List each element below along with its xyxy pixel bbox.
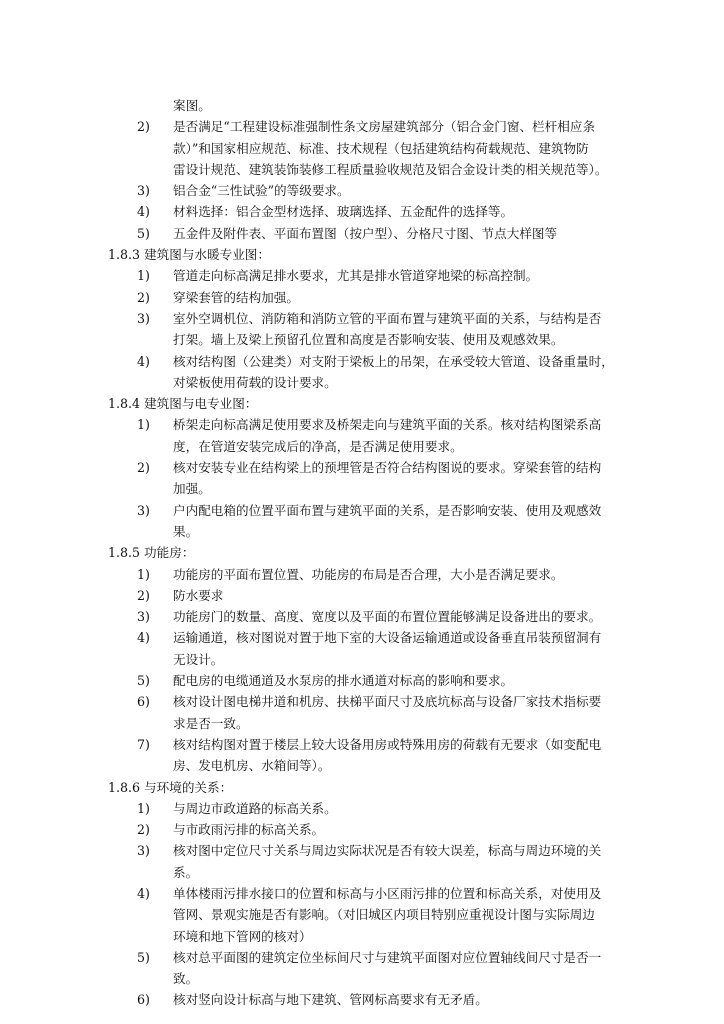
list-item-number: 5) (137, 673, 150, 689)
list-item (108, 585, 628, 606)
list-item-number: 4) (137, 630, 150, 646)
list-item (108, 116, 628, 180)
list-item-number: 2) (137, 119, 150, 135)
list-item-text: 核对结构图对置于楼层上较大设备用房或特殊用房的荷载有无要求（如变配电 (173, 736, 602, 752)
section-heading: 1.8.3 建筑图与水暖专业图： (108, 247, 270, 263)
list-item-text-continued: 房、发电机房、水箱间等）。 (173, 758, 331, 774)
list-item-number: 3) (137, 183, 150, 199)
list-item-text: 户内配电箱的位置平面布置与建筑平面的关系，是否影响安装、使用及观感效 (173, 502, 602, 518)
list-item (108, 201, 628, 222)
list-item-text-continued: 求是否一致。 (173, 715, 249, 731)
list-item-number: 1) (137, 268, 150, 284)
section-heading: 1.8.6 与环境的关系： (108, 779, 233, 795)
list-item-text-continued: 环境和地下管网的核对） (173, 928, 312, 944)
list-item-text-continued: 雷设计规范、建筑装饰装修工程质量验收规范及铝合金设计类的相关规范等）。 (173, 161, 608, 177)
list-item-number: 6) (137, 694, 150, 710)
list-item-text-continued: 系。 (173, 864, 199, 880)
list-item-text: 防水要求 (173, 587, 224, 603)
list-item-text: 铝合金“三性试验”的等级要求。 (173, 183, 350, 199)
list-item-text: 核对图中定位尺寸关系与周边实际状况是否有较大误差，标高与周边环境的关 (173, 843, 602, 859)
list-item-text: 是否满足“工程建设标准强制性条文房屋建筑部分（铝合金门窗、栏杆相应条 (173, 119, 596, 135)
list-item-text: 核对设计图电梯井道和机房、扶梯平面尺寸及底坑标高与设备厂家技术指标要 (173, 694, 602, 710)
list-item-text: 功能房门的数量、高度、宽度以及平面的布置位置能够满足设备进出的要求。 (173, 609, 602, 625)
list-item-text-continued: 加强。 (173, 481, 211, 497)
list-item (108, 798, 628, 819)
list-item-number: 3) (137, 843, 150, 859)
list-item-text: 配电房的电缆通道及水泵房的排水通道对标高的影响和要求。 (173, 673, 514, 689)
list-item (108, 947, 628, 990)
list-item-text-continued: 致。 (173, 971, 199, 987)
list-item-text: 与市政雨污排的标高关系。 (173, 822, 325, 838)
list-item (108, 287, 628, 308)
list-item-text: 核对结构图（公建类）对支附于梁板上的吊架，在承受较大管道、设备重量时， (173, 353, 614, 369)
list-item-text-continued: 打架。墙上及梁上预留孔位置和高度是否影响安装、使用及观感效果。 (173, 332, 564, 348)
list-item (108, 180, 628, 201)
list-item-number: 2) (137, 289, 150, 305)
list-item-text-continued: 果。 (173, 523, 199, 539)
list-item-text-continued: 款）”和国家相应规范、标准、技术规程（包括建筑结构荷载规范、建筑物防 (173, 140, 589, 156)
list-item-text-continued: 度，在管道安装完成后的净高，是否满足使用要求。 (173, 438, 463, 454)
list-item (108, 691, 628, 734)
list-item (108, 989, 628, 1010)
list-item-text-continued: 管网、景观实施是否有影响。（对旧城区内项目特别应重视设计图与实际周边 (173, 907, 595, 923)
list-item (108, 457, 628, 500)
section-heading: 1.8.4 建筑图与电专业图： (108, 396, 258, 412)
list-item-text: 与周边市政道路的标高关系。 (173, 800, 337, 816)
list-item-number: 2) (137, 460, 150, 476)
list-item-number: 4) (137, 204, 150, 220)
list-item (108, 670, 628, 691)
list-item-text: 管道走向标高满足排水要求，尤其是排水管道穿地梁的标高控制。 (173, 268, 539, 284)
list-item-number: 5) (137, 949, 150, 965)
list-item-number: 3) (137, 310, 150, 326)
list-item-number: 2) (137, 587, 150, 603)
list-item-number: 1) (137, 417, 150, 433)
list-item (108, 840, 628, 883)
section-heading: 1.8.5 功能房： (108, 545, 195, 561)
list-item (108, 606, 628, 627)
list-item-text-continued: 对梁板使用荷载的设计要求。 (173, 374, 337, 390)
list-item (108, 500, 628, 543)
list-item (108, 883, 628, 947)
document-body (108, 95, 628, 1011)
list-item-text-continued: 无设计。 (173, 651, 224, 667)
list-item-number: 6) (137, 992, 150, 1008)
list-item-number: 1) (137, 800, 150, 816)
list-item-number: 3) (137, 502, 150, 518)
list-item-number: 5) (137, 225, 150, 241)
list-item-number: 1) (137, 566, 150, 582)
list-item-text: 室外空调机位、消防箱和消防立管的平面布置与建筑平面的关系，与结构是否 (173, 310, 602, 326)
list-item-text: 材料选择：铝合金型材选择、玻璃选择、五金配件的选择等。 (173, 204, 514, 220)
list-item-text: 穿梁套管的结构加强。 (173, 289, 299, 305)
list-item-number: 3) (137, 609, 150, 625)
list-item-text: 核对竖向设计标高与地下建筑、管网标高要求有无矛盾。 (173, 992, 488, 1008)
list-item-number: 7) (137, 736, 150, 752)
list-item (108, 819, 628, 840)
list-item (108, 627, 628, 670)
list-item-text: 桥架走向标高满足使用要求及桥架走向与建筑平面的关系。核对结构图梁系高 (173, 417, 602, 433)
list-item (108, 414, 628, 457)
list-item (108, 265, 628, 286)
list-item-text: 五金件及附件表、平面布置图（按户型）、分格尺寸图、节点大样图等 (173, 225, 558, 241)
paragraph-continuation: 案图。 (173, 98, 211, 113)
list-item (108, 223, 628, 244)
list-item (108, 564, 628, 585)
list-item-text: 核对总平面图的建筑定位坐标间尺寸与建筑平面图对应位置轴线间尺寸是否一 (173, 949, 602, 965)
list-item-text: 单体楼雨污排水接口的位置和标高与小区雨污排的位置和标高关系，对使用及 (173, 885, 602, 901)
list-item-number: 4) (137, 885, 150, 901)
list-item (108, 734, 628, 777)
list-item (108, 308, 628, 351)
list-item (108, 351, 628, 394)
list-item-number: 2) (137, 822, 150, 838)
list-item-text: 运输通道，核对图说对置于地下室的大设备运输通道或设备垂直吊装预留洞有 (173, 630, 602, 646)
list-item-number: 4) (137, 353, 150, 369)
list-item-text: 功能房的平面布置位置、功能房的布局是否合理，大小是否满足要求。 (173, 566, 564, 582)
list-item-text: 核对安装专业在结构梁上的预埋管是否符合结构图说的要求。穿梁套管的结构 (173, 460, 602, 476)
